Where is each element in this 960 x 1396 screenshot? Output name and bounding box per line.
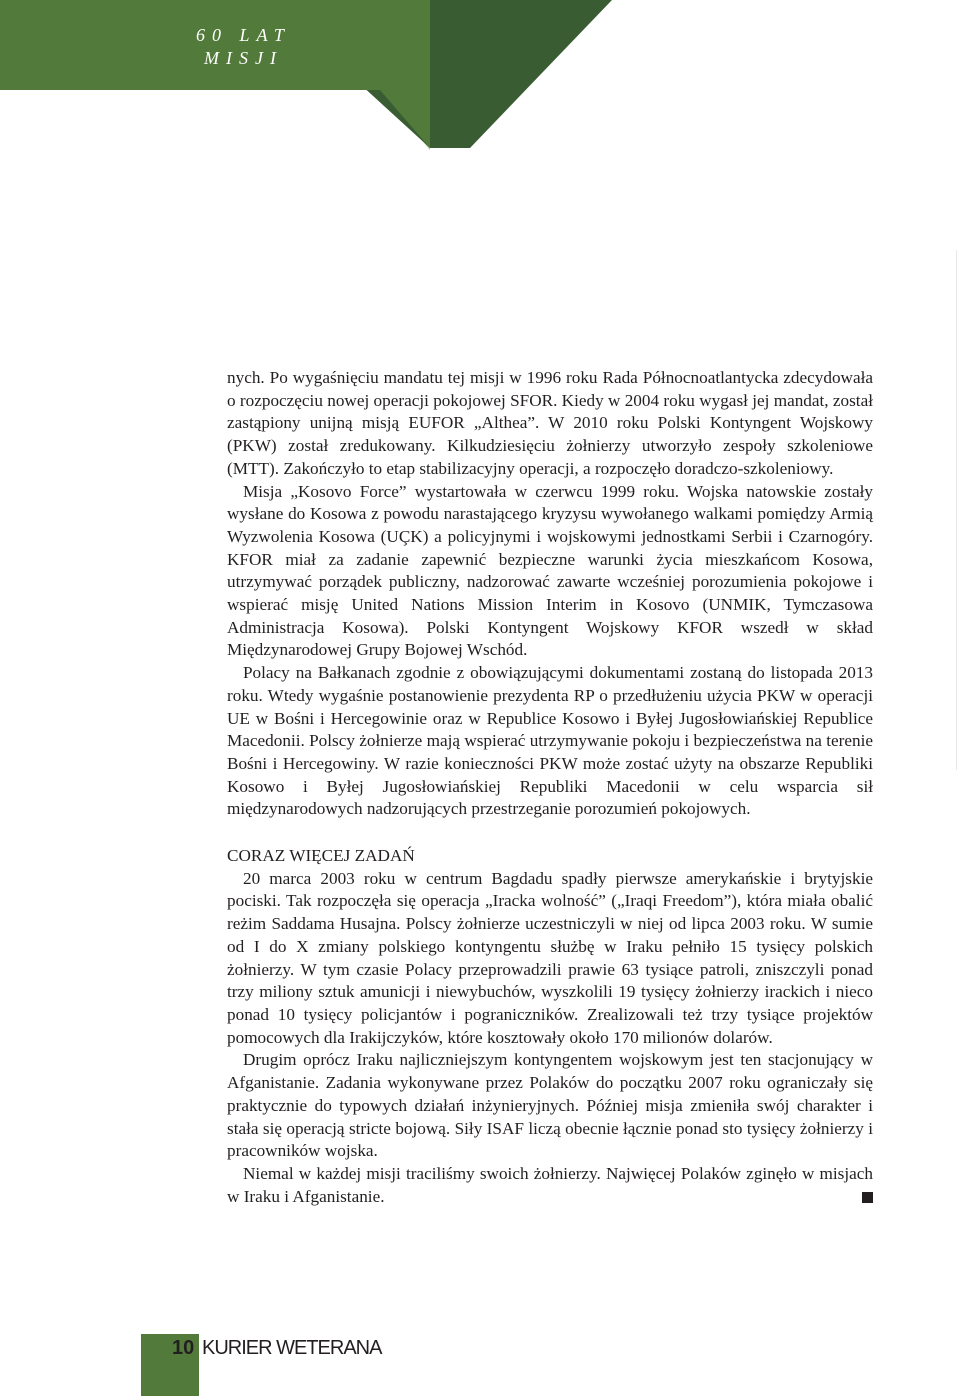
article-paragraph: 20 marca 2003 roku w centrum Bagdadu spadły pierwsze amerykańskie i brytyjskie pociski. Tak rozpoczęła się operacja „Iracka wolność” („Iraqi Freedom”), która miała obalić reżim Saddama Husajna. Polscy żołnierze uczestniczyli w niej od lipca 2003 roku. W sumie od I do X zmiany polskiego kontyngentu służbę w Iraku pełniło 15 tysięcy polskich żołnierzy. W tym czasie Polacy przeprowadzili prawie 63 tysiące patroli, zniszczyli ponad trzy miliony sztuk amunicji i niewybuchów, wyszkolili 19 tysięcy żołnierzy irackich i nieco ponad 10 tysięcy policjantów i pograniczników. Zrealizowali też trzy tysiące projektów pomocowych dla Irakijczyków, które kosztowały około 170 milionów dolarów.: [227, 868, 873, 1047]
article-paragraph-text: Niemal w każdej misji traciliśmy swoich żołnierzy. Najwięcej Polaków zginęło w misjach w Iraku i Afganistanie.: [227, 1163, 873, 1206]
header-triangles-decoration: [0, 0, 620, 150]
article-paragraph: Misja „Kosovo Force” wystartowała w czerwcu 1999 roku. Wojska natowskie zostały wysłane do Kosowa z powodu narastającego kryzysu wywołanego walkami pomiędzy Armią Wyzwolenia Kosowa (UÇK) a policyjnymi i wojskowymi jednostkami Serbii i Czarnogóry. KFOR miał za zadanie zapewnić bezpieczne warunki życia mieszkańcom Kosowa, utrzymywać porządek publiczny, nadzorować zawarte wcześniej porozumienia pokojowe i wspierać misję United Nations Mission Interim in Kosovo (UNMIK, Tymczasowa Administracja Kosowa). Polski Kontyngent Wojskowy KFOR wszedł w skład Międzynarodowej Grupy Bojowej Wschód.: [227, 481, 873, 660]
page-edge-line: [956, 250, 957, 770]
section-header-line1: 60 LAT: [196, 25, 291, 45]
section-header-line2: MISJI: [204, 48, 283, 68]
section-heading: CORAZ WIĘCEJ ZADAŃ: [227, 846, 415, 866]
article-body: [227, 367, 873, 1208]
page-number: 10: [172, 1337, 195, 1359]
article-paragraph-last: [227, 1163, 873, 1208]
publication-name: KURIER WETERANA: [202, 1337, 382, 1359]
article-paragraph: nych. Po wygaśnięciu mandatu tej misji w 1996 roku Rada Północnoatlantycka zdecydowała o rozpoczęciu nowej operacji pokojowej SFOR. Kiedy w 2004 roku wygasł jej mandat, został zastąpiony unijną misją EUFOR „Althea”. W 2010 roku Polski Kontyngent Wojskowy (PKW) został zredukowany. Kilkudziesięciu żołnierzy utworzyło zespoły szkoleniowe (MTT). Zakończyło to etap stabilizacyjny operacji, a rozpoczęło doradczo-szkoleniowy.: [227, 368, 873, 478]
article-paragraph: Polacy na Bałkanach zgodnie z obowiązującymi dokumentami zostaną do listopada 2013 roku. Wtedy wygaśnie postanowienie prezydenta RP o przedłużeniu użycia PKW w operacji UE w Bośni i Hercegowinie oraz w Republice Kosowo i Byłej Jugosłowiańskiej Republice Macedonii. Polscy żołnierze mają wspierać utrzymywanie pokoju i bezpieczeństwa na terenie Bośni i Hercegowiny. W razie konieczności PKW może zostać użyty na obszarze Republiki Kosowo i Byłej Jugosłowiańskiej Republiki Macedonii w celu wsparcia sił międzynarodowych nadzorujących przestrzeganie porozumień pokojowych.: [227, 663, 873, 819]
section-header: [196, 24, 291, 70]
end-of-article-square-icon: [862, 1192, 873, 1203]
article-paragraph: Drugim oprócz Iraku najliczniejszym kontyngentem wojskowym jest ten stacjonujący w Afganistanie. Zadania wykonywane przez Polaków do początku 2007 roku ograniczały się praktycznie do typowych działań inżynieryjnych. Później misja zmieniła swój charakter i stała się operacją stricte bojową. Siły ISAF liczą obecnie łącznie ponad sto tysięcy żołnierzy i pracowników wojska.: [227, 1050, 873, 1161]
